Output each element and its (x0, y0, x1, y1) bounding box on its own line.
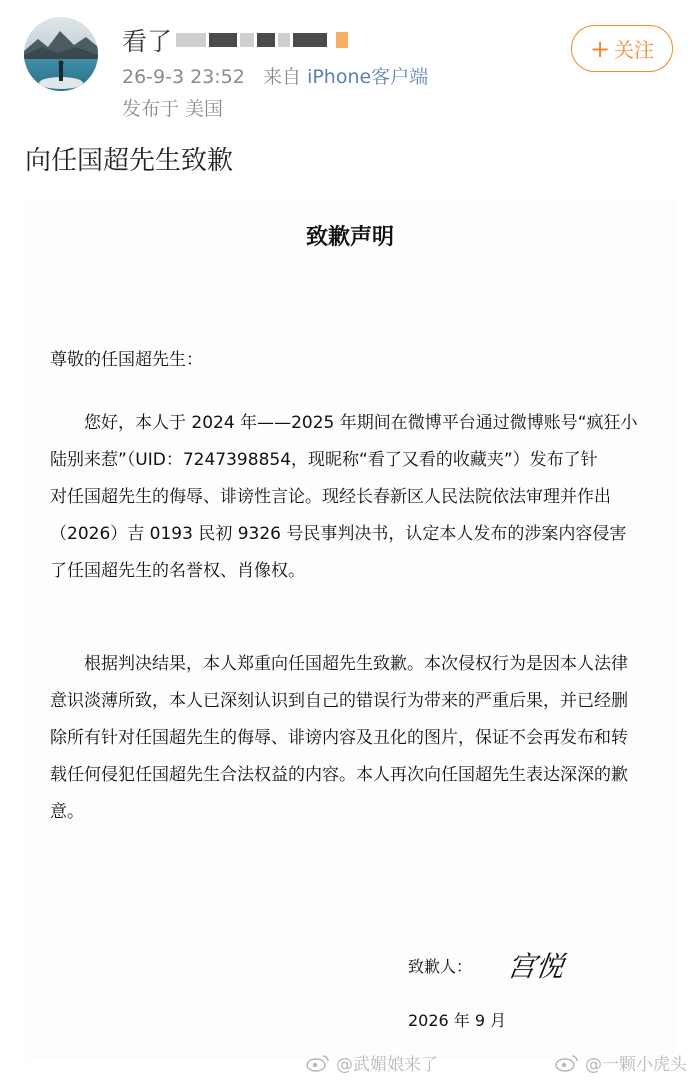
text-line: 除所有针对任国超先生的侮辱、诽谤内容及丑化的图片，保证不会再发布和转 (50, 728, 628, 748)
apology-statement-image[interactable] (25, 200, 675, 1060)
statement-date: 2026 年 9 月 (408, 1011, 507, 1030)
watermark-text: @一颗小虎头 (585, 1055, 687, 1075)
watermark (306, 1050, 438, 1075)
text-line: 陆别来惹”（UID：7247398854，现昵称“看了又看的收藏夹”）发布了针 (50, 450, 598, 470)
handwritten-signature: 宫悦 (505, 950, 567, 983)
censor-blur (176, 32, 351, 48)
text-line: 意识淡薄所致，本人已深刻认识到自己的错误行为带来的严重后果，并已经删 (50, 691, 628, 711)
statement-title: 致歉声明 (305, 225, 394, 250)
follow-button[interactable] (571, 25, 673, 72)
watermark-text: @武媚娘来了 (336, 1055, 438, 1075)
avatar[interactable] (24, 17, 98, 91)
signer-label: 致歉人： (408, 956, 473, 976)
post-text: 向任国超先生致歉 (25, 146, 234, 176)
weibo-icon (555, 1054, 579, 1072)
username-row[interactable] (122, 22, 351, 58)
username[interactable]: 看了 (122, 27, 173, 56)
post-timestamp: 26-9-3 23:52 (122, 66, 245, 88)
post-location: 发布于 美国 (122, 98, 224, 120)
text-line: 意。 (50, 802, 84, 822)
text-line: 根据判决结果，本人郑重向任国超先生致歉。本次侵权行为是因本人法律 (50, 654, 628, 674)
weibo-icon (306, 1054, 330, 1072)
statement-paragraph-1 (50, 405, 650, 590)
statement-greeting: 尊敬的任国超先生： (50, 350, 203, 370)
plus-icon: + (589, 34, 611, 63)
text-line: 您好，本人于 2024 年——2025 年期间在微博平台通过微博账号“疯狂小 (50, 413, 638, 433)
post-meta (122, 62, 428, 89)
signer-row (408, 945, 567, 985)
post-source-link[interactable]: iPhone客户端 (307, 66, 429, 88)
text-line: 对任国超先生的侮辱、诽谤性言论。现经长春新区人民法院依法审理并作出 (50, 487, 611, 507)
text-line: 载任何侵犯任国超先生合法权益的内容。本人再次向任国超先生表达深深的歉 (50, 765, 628, 785)
text-line: 了任国超先生的名誉权、肖像权。 (50, 561, 305, 581)
follow-label: 关注 (614, 38, 655, 62)
text-line: （2026）吉 0193 民初 9326 号民事判决书，认定本人发布的涉案内容侵害 (50, 524, 627, 544)
avatar-image (24, 17, 98, 91)
watermark (555, 1050, 687, 1075)
post-source-prefix: 来自 (263, 66, 302, 88)
statement-paragraph-2 (50, 646, 650, 831)
